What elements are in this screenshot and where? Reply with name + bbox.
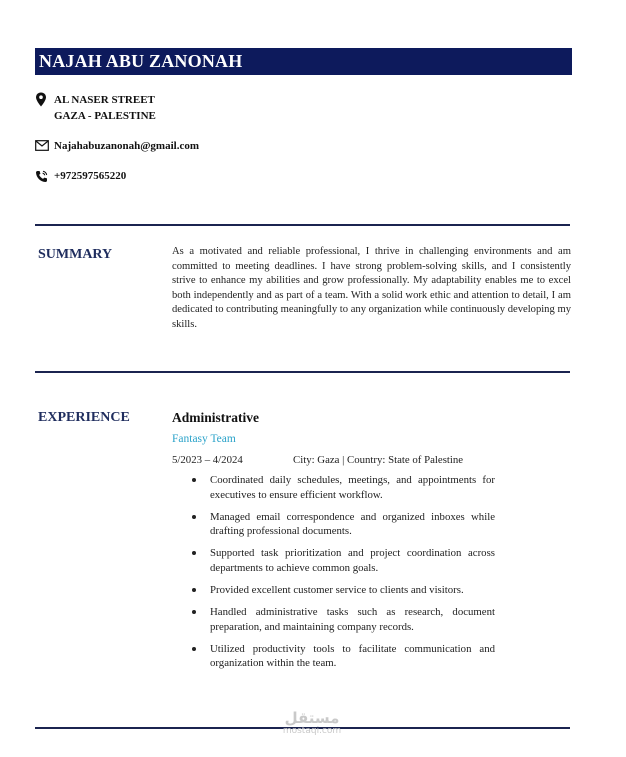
phone-number: +972597565220 <box>54 170 127 182</box>
list-item: Handled administrative tasks such as research, document preparation, and maintaining company records. <box>172 605 495 634</box>
divider <box>35 224 570 226</box>
watermark-arabic: مستقل <box>284 709 340 727</box>
job-title: Administrative <box>172 410 259 425</box>
job-dates: 5/2023 – 4/2024 <box>172 454 243 466</box>
responsibilities-list <box>172 473 495 679</box>
list-item: Utilized productivity tools to facilitate communication and organization within the team. <box>172 642 495 671</box>
list-item: Managed email correspondence and organized inboxes while drafting professional documents. <box>172 510 495 539</box>
list-item: Supported task prioritization and project coordination across departments to achieve common goals. <box>172 546 495 575</box>
divider <box>35 371 570 373</box>
list-item: Provided excellent customer service to clients and visitors. <box>172 583 495 598</box>
email-link[interactable]: Najahabuzanonah@gmail.com <box>54 140 199 152</box>
address-line2: GAZA - PALESTINE <box>54 110 156 122</box>
envelope-icon <box>35 140 49 154</box>
summary-heading: SUMMARY <box>38 247 113 262</box>
watermark-latin: mostaqi.com <box>282 726 342 736</box>
name-header: NAJAH ABU ZANONAH <box>35 48 572 75</box>
phone-icon <box>35 170 48 186</box>
list-item: Coordinated daily schedules, meetings, and appointments for executives to ensure efficient workflow. <box>172 473 495 502</box>
job-location: City: Gaza | Country: State of Palestine <box>293 454 464 466</box>
summary-text: As a motivated and reliable professional, I thrive in challenging environments and am committed to meeting deadlines. I have strong problem-solving skills, and I consistently strive to enhance my abilities and grow professionally. My adaptability enables me to excel both independently and as part of a team. With a solid work ethic and attention to detail, I am dedicated to contributing meaningfully to any organization while continuously developing my skills. <box>172 246 571 330</box>
location-pin-icon <box>35 92 47 110</box>
experience-heading: EXPERIENCE <box>38 410 130 425</box>
company-name: Fantasy Team <box>172 433 236 445</box>
watermark <box>272 710 352 736</box>
address-text <box>54 92 156 124</box>
address-line1: AL NASER STREET <box>54 94 155 106</box>
